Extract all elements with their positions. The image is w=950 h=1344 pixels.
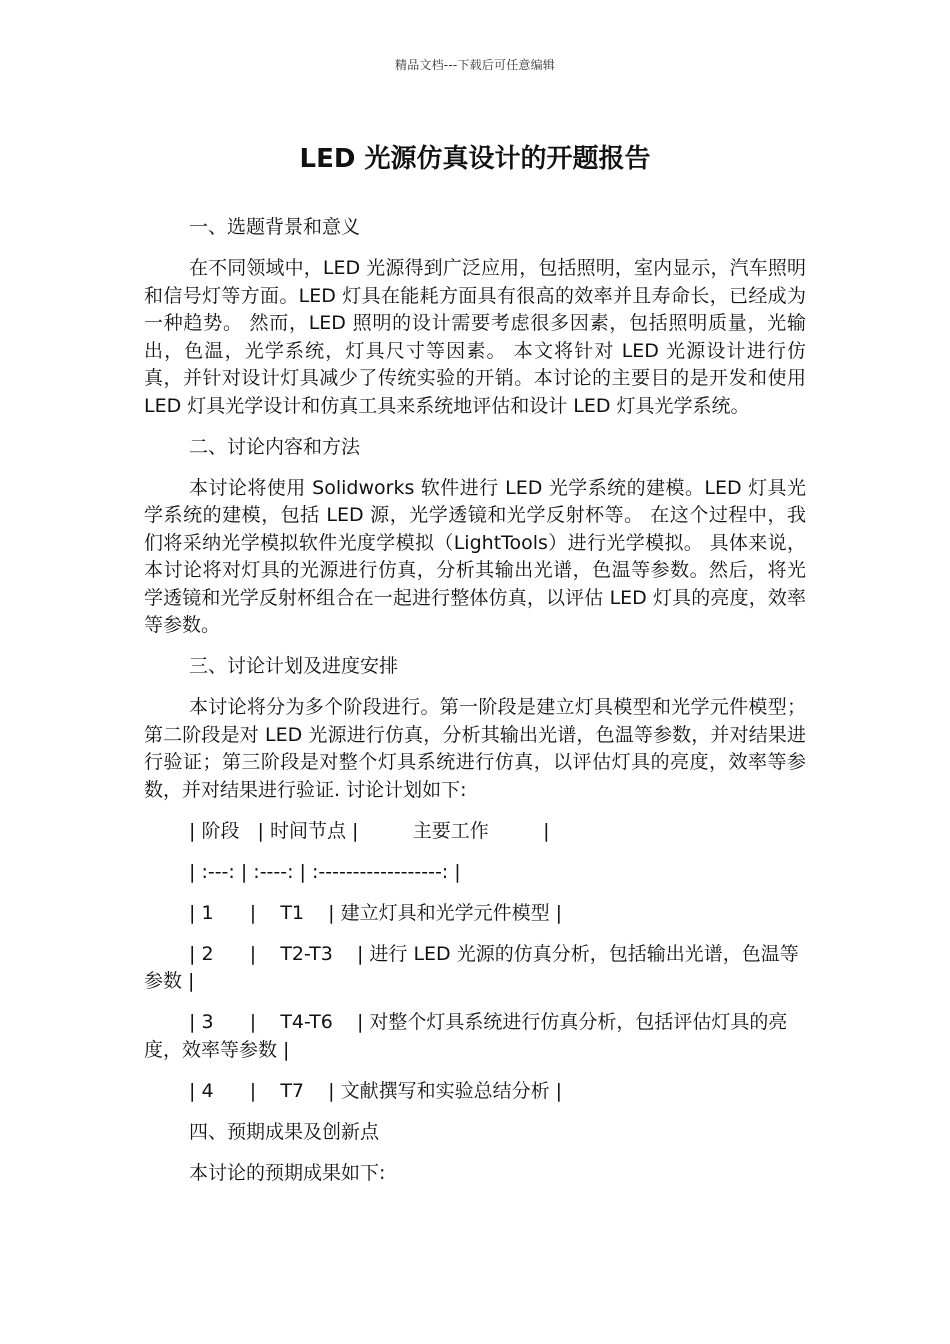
table-row-align: | :---: | :----: | :------------------: | (189, 860, 461, 883)
paragraph-methods: 本讨论将使用 Solidworks 软件进行 LED 光学系统的建模。LED 灯具光学系统的建模，包括 LED 源，光学透镜和光学反射杯等。 在这个过程中，我们将采纳光学模拟软件光度学模拟（LightTools）进行光学模拟。 具体来说，本讨论将对灯具的光源进行仿真，分析其输出光谱，色温等参数。然后，将光学透镜和光学反射杯组合在一起进行整体仿真，以评估 LED 灯具的亮度，效率等参数。 (144, 476, 806, 636)
paragraph-outcomes: 本讨论的预期成果如下: (189, 1161, 386, 1184)
section-heading-4: 四、预期成果及创新点 (189, 1120, 380, 1143)
section-heading-1: 一、选题背景和意义 (189, 216, 361, 238)
section-heading-3: 三、讨论计划及进度安排 (189, 655, 399, 677)
table-row: | 3 | T4-T6 | 对整个灯具系统进行仿真分析，包括评估灯具的亮度，效率等参数 | (144, 1011, 788, 1061)
table-row: | 2 | T2-T3 | 进行 LED 光源的仿真分析，包括输出光谱，色温等参数 | (144, 942, 799, 992)
section-heading-2: 二、讨论内容和方法 (189, 435, 361, 458)
table-row-header: | 阶段 | 时间节点 | 主要工作 | (189, 819, 550, 842)
paragraph-background: 在不同领域中，LED 光源得到广泛应用，包括照明，室内显示，汽车照明和信号灯等方面。LED 灯具在能耗方面具有很高的效率并且寿命长，已经成为一种趋势。 然而，LED 照明的设计需要考虑很多因素，包括照明质量，光输出，色温，光学系统，灯具尺寸等因素。 本文将针对 LED 光源设计进行仿真，并针对设计灯具减少了传统实验的开销。本讨论的主要目的是开发和使用 LED 灯具光学设计和仿真工具来系统地评估和设计 LED 灯具光学系统。 (144, 257, 806, 417)
document-body (144, 214, 806, 1201)
table-row: | 4 | T7 | 文献撰写和实验总结分析 | (189, 1079, 563, 1102)
table-row: | 1 | T1 | 建立灯具和光学元件模型 | (189, 901, 563, 924)
header-note: 精品文档---下载后可任意编辑 (395, 58, 555, 72)
paragraph-plan: 本讨论将分为多个阶段进行。第一阶段是建立灯具模型和光学元件模型； 第二阶段是对 LED 光源进行仿真，分析其输出光谱，色温等参数，并对结果进行验证；第三阶段是对整个灯具系统进行仿真，以评估灯具的亮度，效率等参数，并对结果进行验证. 讨论计划如下: (144, 696, 806, 801)
document-title: LED 光源仿真设计的开题报告 (299, 144, 651, 174)
